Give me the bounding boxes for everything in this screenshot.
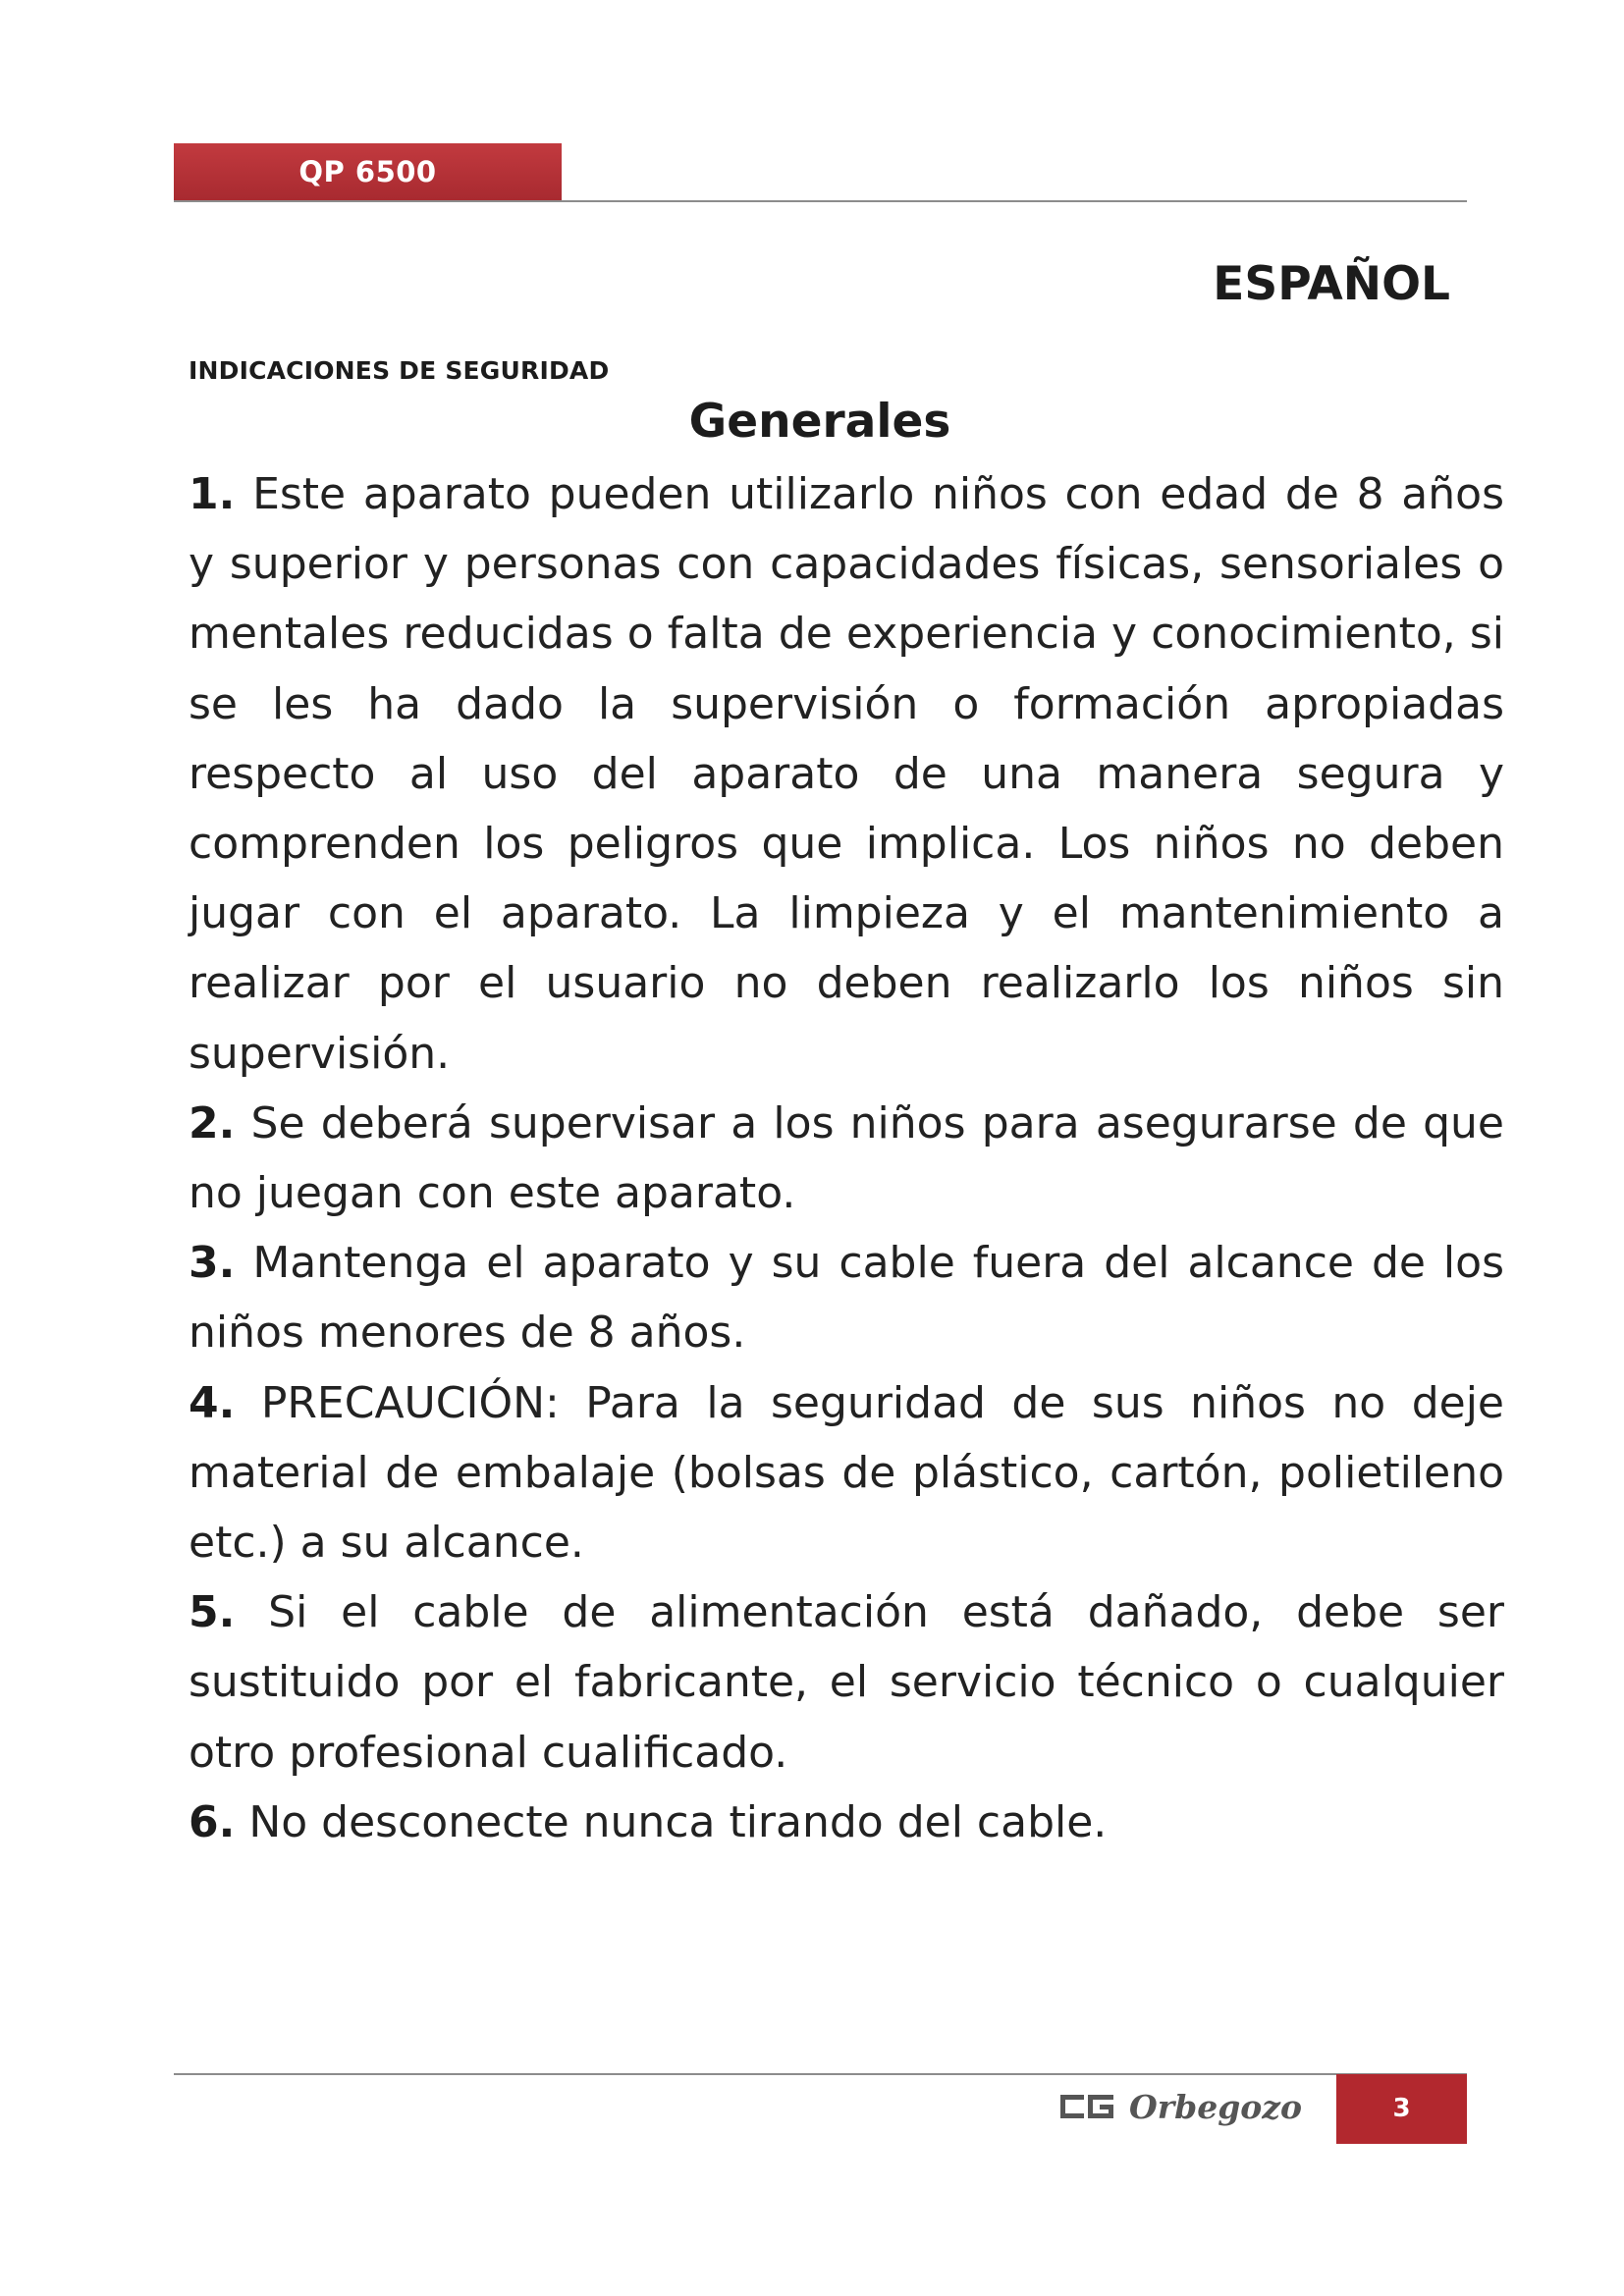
page-number: 3: [1392, 2094, 1411, 2123]
section-label: INDICACIONES DE SEGURIDAD: [189, 356, 610, 385]
item-number: 2.: [189, 1097, 236, 1148]
model-name: QP 6500: [298, 155, 437, 188]
item-number: 4.: [189, 1377, 236, 1428]
safety-item: [189, 1788, 1504, 1857]
orbegozo-logo-icon: [1058, 2083, 1324, 2130]
item-number: 5.: [189, 1587, 236, 1638]
page-number-badge: [1336, 2074, 1467, 2144]
item-text: Si el cable de alimentación está dañado, debe ser sustituido por el fabricante, el servicio técnico o cualquier otro profesional cualificado.: [189, 1587, 1504, 1778]
item-text: Se deberá supervisar a los niños para asegurarse de que no juegan con este aparato.: [189, 1097, 1504, 1219]
item-number: 6.: [189, 1796, 236, 1847]
item-text: No desconecte nunca tirando del cable.: [248, 1796, 1108, 1847]
item-number: 1.: [189, 469, 236, 519]
item-text: PRECAUCIÓN: Para la seguridad de sus niños no deje material de embalaje (bolsas de plástico, cartón, polietileno etc.) a su alcance.: [189, 1377, 1504, 1569]
header-divider: [174, 200, 1467, 202]
footer-divider: [174, 2073, 1467, 2075]
item-text: Este aparato pueden utilizarlo niños con edad de 8 años y superior y personas con capacidades físicas, sensoriales o mentales reducidas o falta de experiencia y conocimiento, si se les ha dado la supervisión o formación apropiadas respecto al uso del aparato de una manera segura y comprenden los peligros que implica. Los niños no deben jugar con el aparato. La limpieza y el mantenimiento a realizar por el usuario no deben realizarlo los niños sin supervisión.: [189, 469, 1504, 1079]
item-number: 3.: [189, 1238, 236, 1289]
safety-item: [189, 459, 1504, 1089]
safety-item: [189, 1089, 1504, 1228]
safety-item: [189, 1368, 1504, 1578]
language-title: ESPAÑOL: [1213, 257, 1450, 311]
safety-item: [189, 1228, 1504, 1367]
brand-name: Orbegozo: [1129, 2088, 1303, 2126]
subsection-title: Generales: [688, 395, 951, 449]
item-text: Mantenga el aparato y su cable fuera del alcance de los niños menores de 8 años.: [189, 1238, 1504, 1359]
model-header-tab: [174, 143, 562, 200]
safety-instructions-list: [189, 459, 1504, 1857]
safety-item: [189, 1577, 1504, 1788]
